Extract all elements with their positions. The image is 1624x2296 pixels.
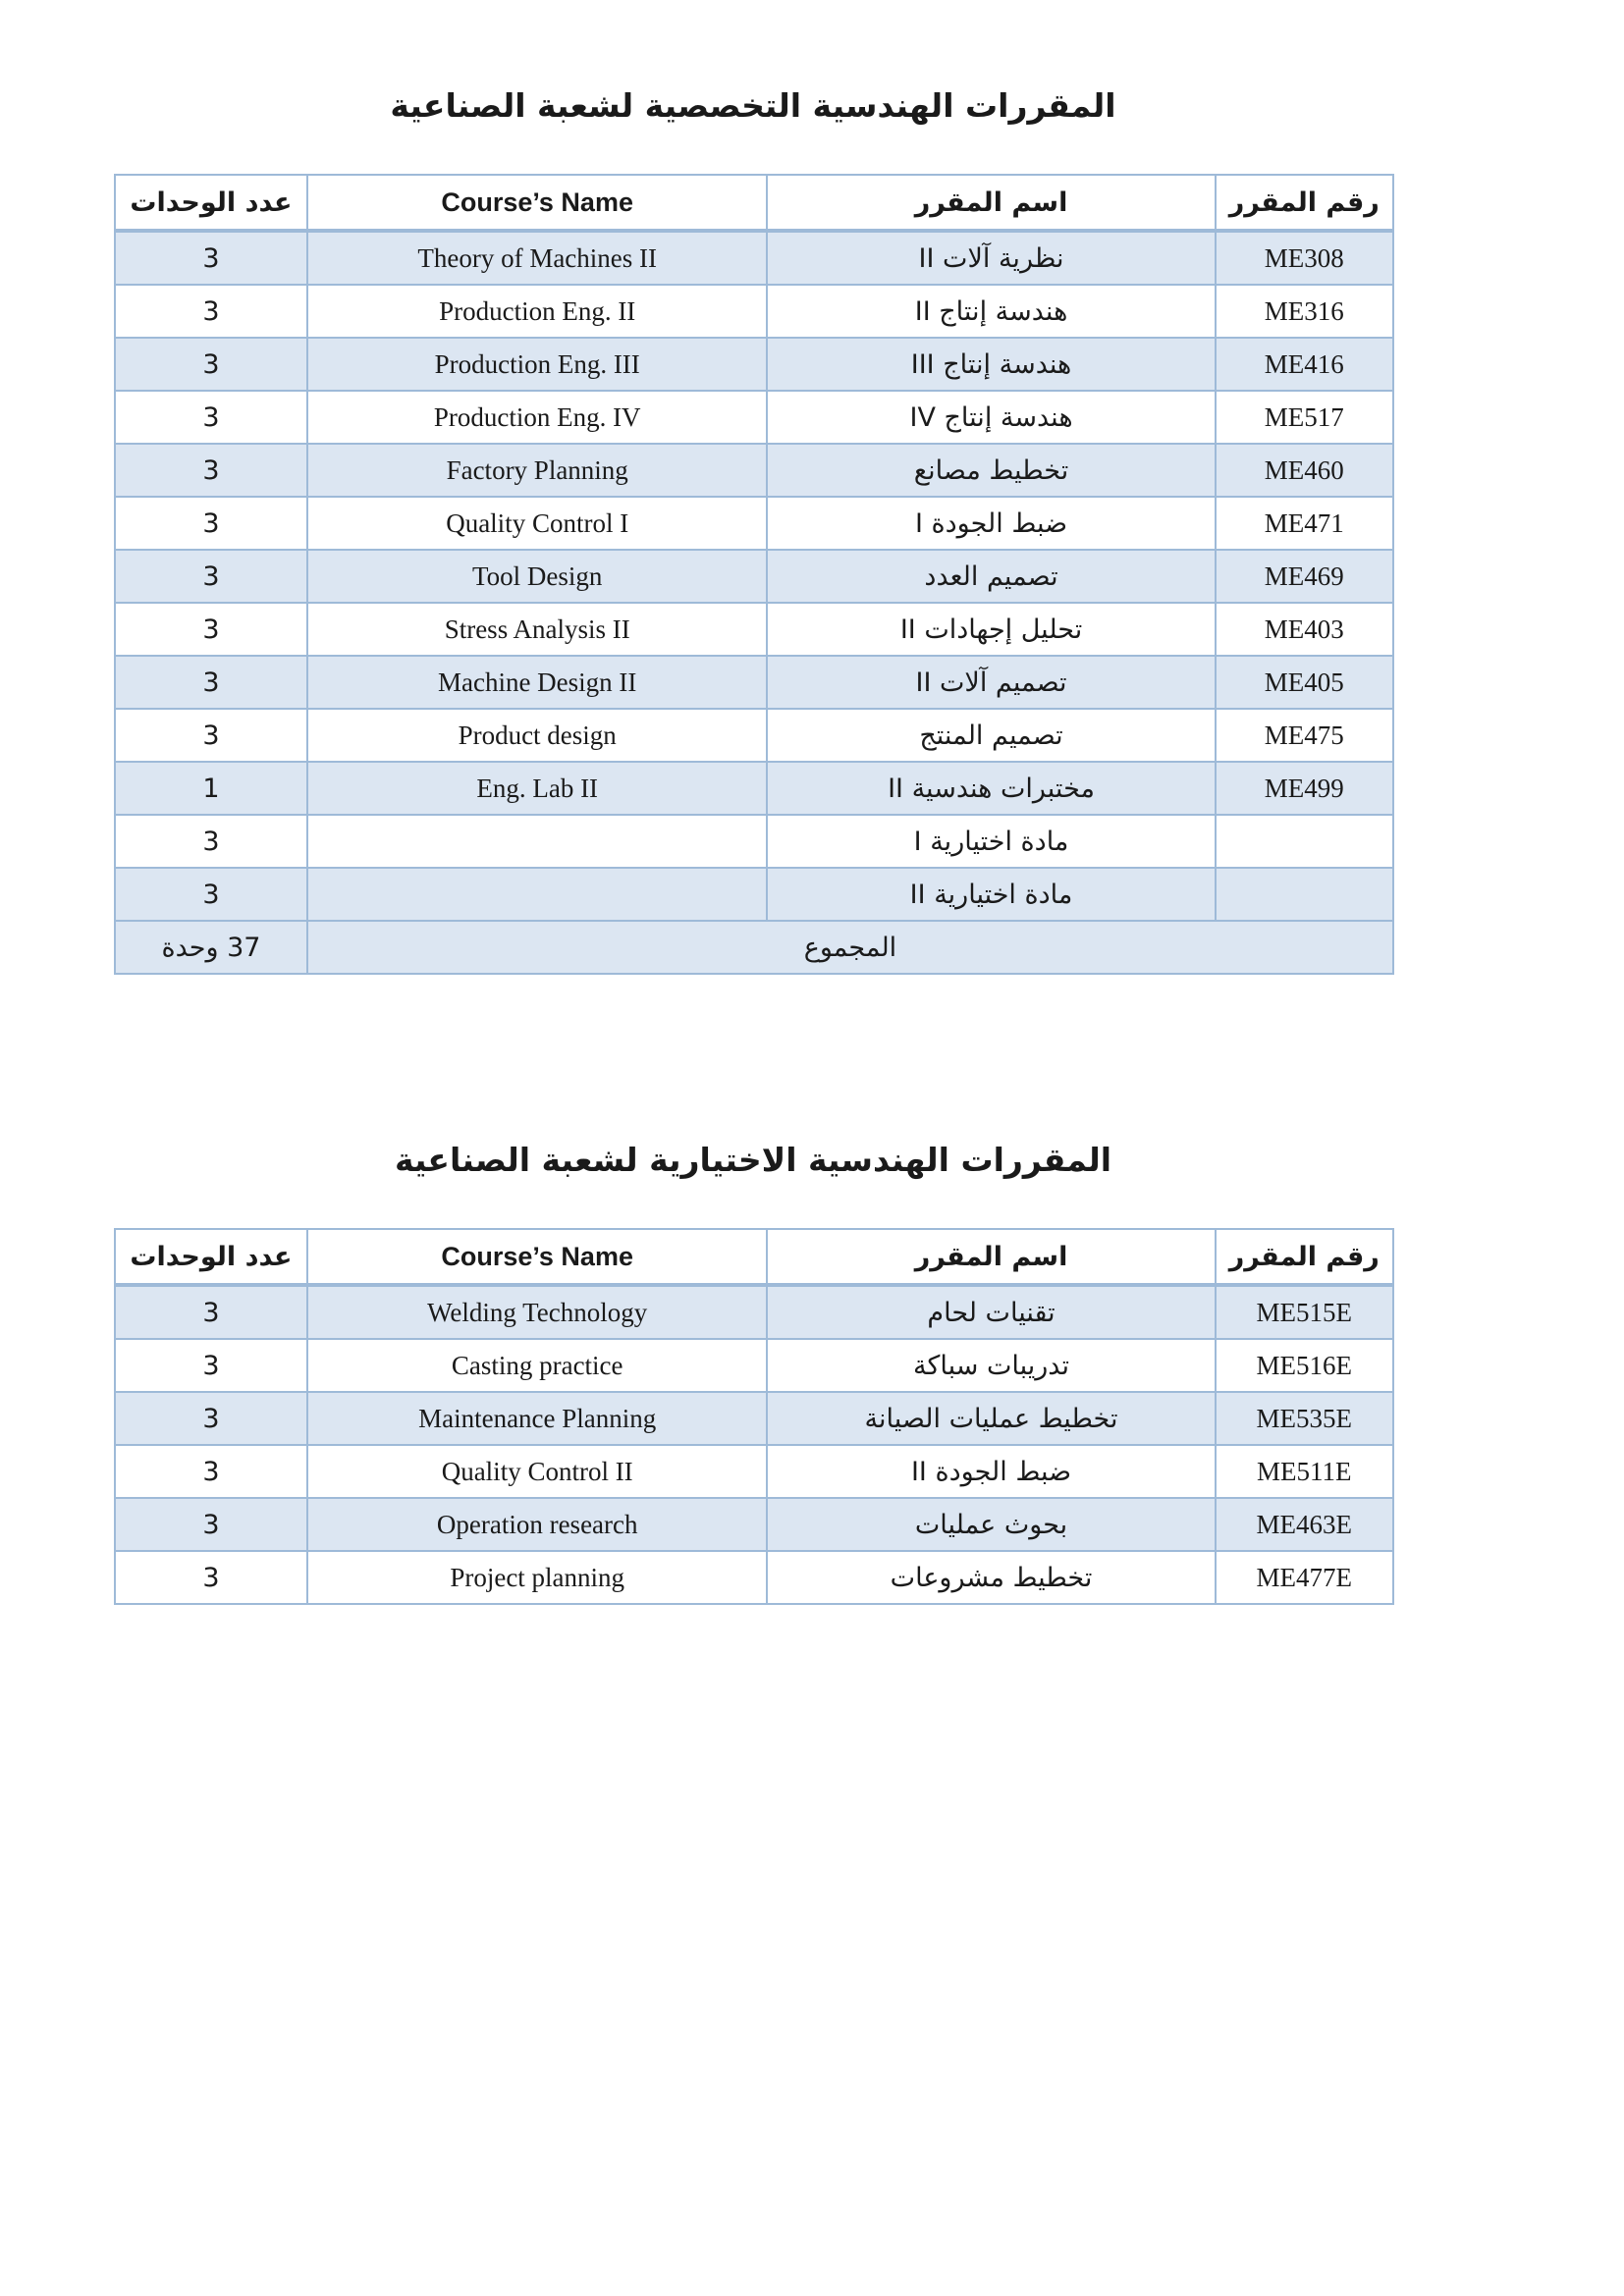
- arabic-name-cell: ضبط الجودة II: [767, 1445, 1215, 1498]
- units-cell: 3: [115, 603, 307, 656]
- arabic-name-cell: تصميم المنتج: [767, 709, 1215, 762]
- arabic-name-cell: تصميم آلات II: [767, 656, 1215, 709]
- course-name-cell: Quality Control I: [307, 497, 768, 550]
- course-name-cell: Maintenance Planning: [307, 1392, 768, 1445]
- units-cell: 3: [115, 1445, 307, 1498]
- arabic-name-cell: بحوث عمليات: [767, 1498, 1215, 1551]
- course-code-cell: ME308: [1216, 231, 1393, 285]
- course-code-cell: ME477E: [1216, 1551, 1393, 1604]
- units-cell: 3: [115, 709, 307, 762]
- arabic-name-cell: مادة اختيارية II: [767, 868, 1215, 921]
- elective-courses-body: [115, 1285, 1393, 1604]
- section1-title: المقررات الهندسية التخصصية لشعبة الصناعية: [390, 86, 1116, 125]
- course-name-cell: Eng. Lab II: [307, 762, 768, 815]
- arabic-name-cell: تخطيط عمليات الصيانة: [767, 1392, 1215, 1445]
- course-name-cell: Welding Technology: [307, 1285, 768, 1339]
- course-name-cell: Quality Control II: [307, 1445, 768, 1498]
- course-code-cell: ME316: [1216, 285, 1393, 338]
- units-cell: 3: [115, 285, 307, 338]
- table-row: [115, 231, 1393, 285]
- arabic-name-cell: ضبط الجودة I: [767, 497, 1215, 550]
- course-code-cell: ME535E: [1216, 1392, 1393, 1445]
- course-name-cell: Stress Analysis II: [307, 603, 768, 656]
- units-cell: 3: [115, 338, 307, 391]
- header-arabic-name: اسم المقرر: [767, 175, 1215, 231]
- course-code-cell: ME516E: [1216, 1339, 1393, 1392]
- course-name-cell: Production Eng. III: [307, 338, 768, 391]
- units-cell: 3: [115, 1551, 307, 1604]
- specialized-courses-table: [114, 174, 1394, 975]
- units-cell: 3: [115, 868, 307, 921]
- arabic-name-cell: نظرية آلات II: [767, 231, 1215, 285]
- header-units: عدد الوحدات: [115, 1229, 307, 1285]
- specialized-courses-body: [115, 231, 1393, 921]
- course-name-cell: Tool Design: [307, 550, 768, 603]
- arabic-name-cell: تحليل إجهادات II: [767, 603, 1215, 656]
- table-row: [115, 497, 1393, 550]
- table-row: [115, 1339, 1393, 1392]
- table-row: [115, 550, 1393, 603]
- course-code-cell: ME499: [1216, 762, 1393, 815]
- units-cell: 3: [115, 497, 307, 550]
- arabic-name-cell: هندسة إنتاج III: [767, 338, 1215, 391]
- course-name-cell: Machine Design II: [307, 656, 768, 709]
- course-code-cell: ME475: [1216, 709, 1393, 762]
- table-row: [115, 815, 1393, 868]
- course-code-cell: [1216, 868, 1393, 921]
- arabic-name-cell: هندسة إنتاج II: [767, 285, 1215, 338]
- table-row: [115, 762, 1393, 815]
- arabic-name-cell: تدريبات سباكة: [767, 1339, 1215, 1392]
- units-cell: 3: [115, 231, 307, 285]
- course-code-cell: ME416: [1216, 338, 1393, 391]
- table-header-row: [115, 175, 1393, 231]
- course-name-cell: Production Eng. II: [307, 285, 768, 338]
- course-name-cell: [307, 815, 768, 868]
- course-code-cell: [1216, 815, 1393, 868]
- course-name-cell: [307, 868, 768, 921]
- header-course-code: رقم المقرر: [1216, 175, 1393, 231]
- table-row: [115, 1445, 1393, 1498]
- table-row: [115, 1392, 1393, 1445]
- course-code-cell: ME471: [1216, 497, 1393, 550]
- course-code-cell: ME405: [1216, 656, 1393, 709]
- arabic-name-cell: مختبرات هندسية II: [767, 762, 1215, 815]
- units-cell: 3: [115, 391, 307, 444]
- arabic-name-cell: تخطيط مشروعات: [767, 1551, 1215, 1604]
- course-code-cell: ME511E: [1216, 1445, 1393, 1498]
- units-cell: 3: [115, 1392, 307, 1445]
- course-name-cell: Theory of Machines II: [307, 231, 768, 285]
- table-row: [115, 1551, 1393, 1604]
- arabic-name-cell: تقنيات لحام: [767, 1285, 1215, 1339]
- course-name-cell: Casting practice: [307, 1339, 768, 1392]
- header-course-name: Course’s Name: [307, 1229, 768, 1285]
- total-label: المجموع: [307, 921, 1393, 974]
- course-code-cell: ME517: [1216, 391, 1393, 444]
- table-row: [115, 338, 1393, 391]
- table-row: [115, 1498, 1393, 1551]
- course-name-cell: Project planning: [307, 1551, 768, 1604]
- units-cell: 1: [115, 762, 307, 815]
- units-cell: 3: [115, 1498, 307, 1551]
- course-name-cell: Factory Planning: [307, 444, 768, 497]
- table-header-row: [115, 1229, 1393, 1285]
- course-name-cell: Operation research: [307, 1498, 768, 1551]
- total-row: [115, 921, 1393, 974]
- header-units: عدد الوحدات: [115, 175, 307, 231]
- units-cell: 3: [115, 815, 307, 868]
- units-cell: 3: [115, 550, 307, 603]
- units-cell: 3: [115, 656, 307, 709]
- table-row: [115, 868, 1393, 921]
- course-name-cell: Production Eng. IV: [307, 391, 768, 444]
- header-course-code: رقم المقرر: [1216, 1229, 1393, 1285]
- table-row: [115, 391, 1393, 444]
- header-arabic-name: اسم المقرر: [767, 1229, 1215, 1285]
- section2-title: المقررات الهندسية الاختيارية لشعبة الصناعية: [394, 1141, 1112, 1179]
- arabic-name-cell: مادة اختيارية I: [767, 815, 1215, 868]
- units-cell: 3: [115, 1339, 307, 1392]
- course-code-cell: ME460: [1216, 444, 1393, 497]
- table-row: [115, 285, 1393, 338]
- arabic-name-cell: تخطيط مصانع: [767, 444, 1215, 497]
- table-row: [115, 656, 1393, 709]
- course-code-cell: ME469: [1216, 550, 1393, 603]
- total-units: 37 وحدة: [115, 921, 307, 974]
- course-code-cell: ME515E: [1216, 1285, 1393, 1339]
- units-cell: 3: [115, 444, 307, 497]
- arabic-name-cell: هندسة إنتاج IV: [767, 391, 1215, 444]
- table-row: [115, 444, 1393, 497]
- header-course-name: Course’s Name: [307, 175, 768, 231]
- arabic-name-cell: تصميم العدد: [767, 550, 1215, 603]
- table-row: [115, 1285, 1393, 1339]
- table-row: [115, 603, 1393, 656]
- elective-courses-table: [114, 1228, 1394, 1605]
- course-code-cell: ME463E: [1216, 1498, 1393, 1551]
- table-row: [115, 709, 1393, 762]
- course-name-cell: Product design: [307, 709, 768, 762]
- units-cell: 3: [115, 1285, 307, 1339]
- course-code-cell: ME403: [1216, 603, 1393, 656]
